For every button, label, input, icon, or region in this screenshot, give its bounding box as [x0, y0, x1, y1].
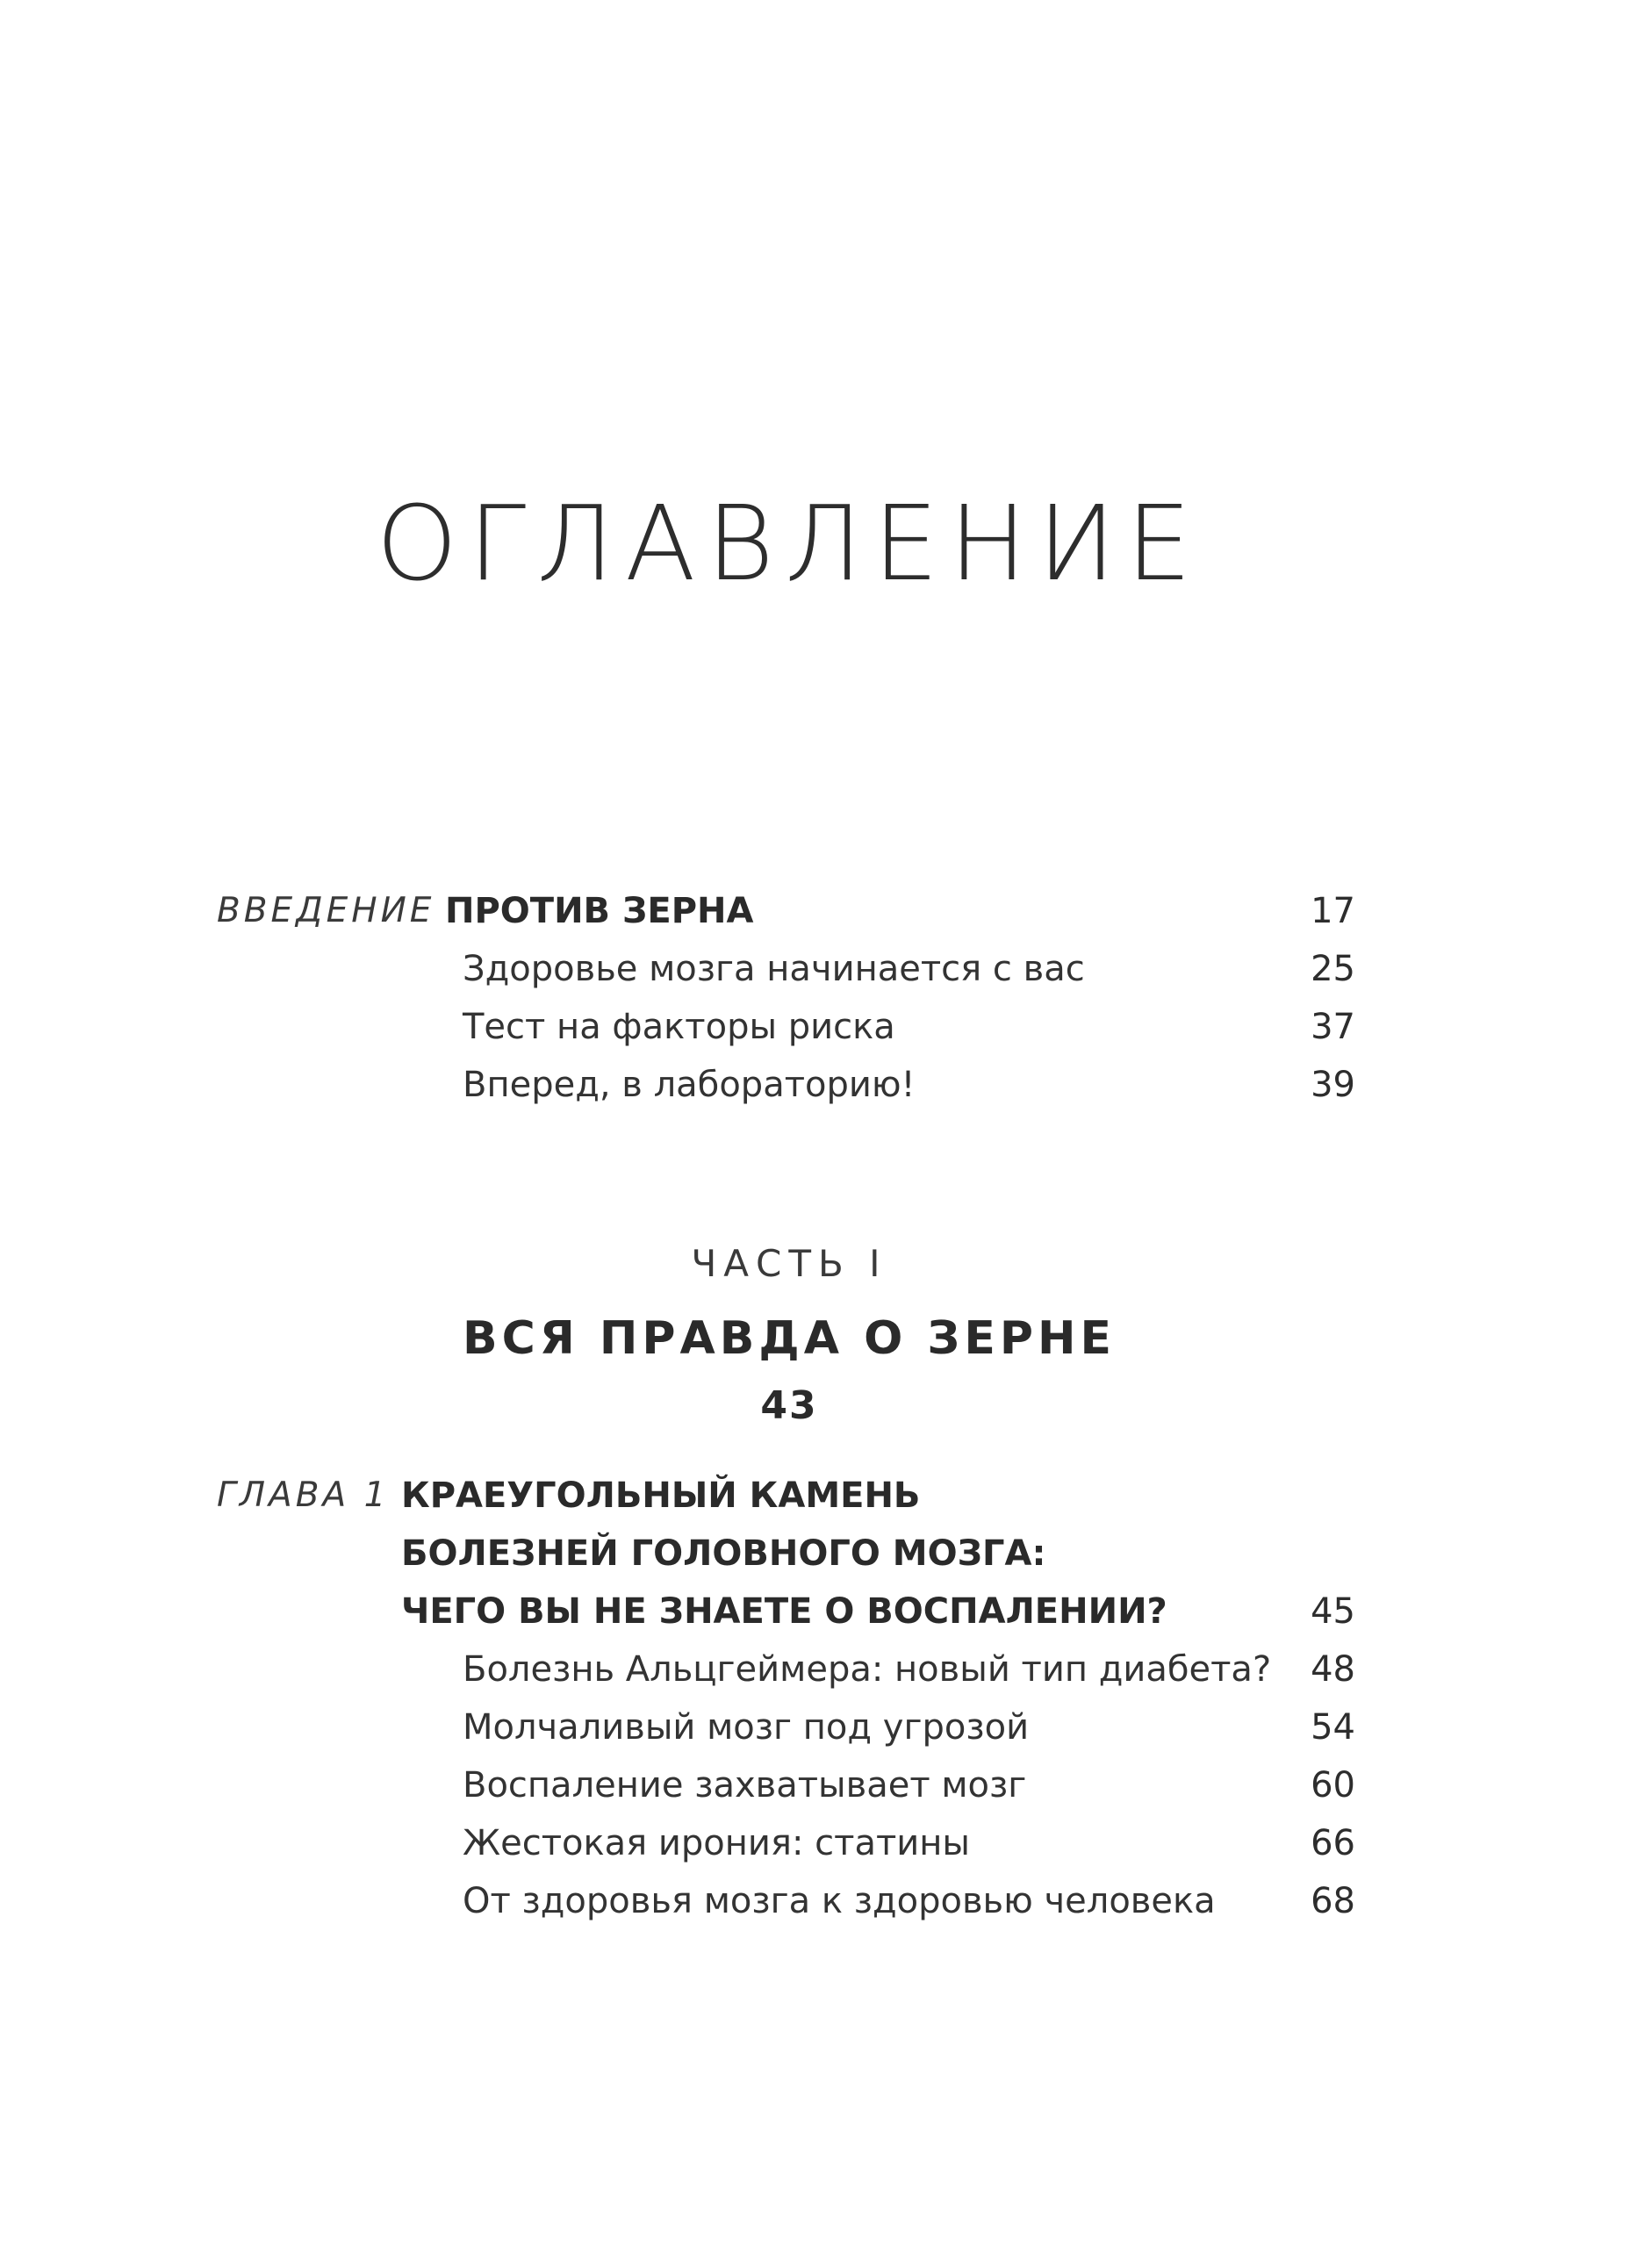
- section-title: ПРОТИВ ЗЕРНА: [445, 891, 754, 931]
- toc-entry[interactable]: [0, 1875, 1652, 1928]
- toc-entry[interactable]: [0, 1817, 1652, 1870]
- toc-entry-chapter-1[interactable]: [0, 1469, 1652, 1522]
- part-page-number: 43: [760, 1383, 818, 1428]
- part-title[interactable]: ВСЯ ПРАВДА О ЗЕРНЕ: [462, 1312, 1117, 1365]
- entry-title: Воспаление захватывает мозг: [463, 1765, 1027, 1805]
- entry-title: Болезнь Альцгеймера: новый тип диабета?: [463, 1649, 1272, 1690]
- page-title: ОГЛАВЛЕНИЕ: [376, 483, 1203, 604]
- entry-title: Жестокая ирония: статины: [463, 1823, 971, 1863]
- entry-title: Вперед, в лабораторию!: [463, 1065, 916, 1105]
- entry-title: Молчаливый мозг под угрозой: [463, 1707, 1030, 1748]
- page-number: 17: [1311, 891, 1355, 931]
- entry-title: Тест на факторы риска: [463, 1007, 895, 1047]
- toc-entry-intro[interactable]: [0, 885, 1652, 937]
- entry-title: От здоровья мозга к здоровью человека: [463, 1881, 1216, 1921]
- toc-entry[interactable]: [0, 1701, 1652, 1754]
- toc-entry[interactable]: [0, 943, 1652, 995]
- chapter-title-line: КРАЕУГОЛЬНЫЙ КАМЕНЬ: [401, 1475, 921, 1516]
- chapter-title-line: ЧЕГО ВЫ НЕ ЗНАЕТЕ О ВОСПАЛЕНИИ?: [401, 1591, 1167, 1632]
- toc-entry[interactable]: [0, 1001, 1652, 1053]
- entry-title: Здоровье мозга начинается с вас: [463, 949, 1085, 989]
- page-number: 60: [1311, 1765, 1355, 1805]
- section-label: ВВЕДЕНИЕ: [217, 891, 435, 930]
- page-number: 45: [1311, 1591, 1355, 1632]
- page-number: 54: [1311, 1707, 1355, 1748]
- page-number: 68: [1311, 1881, 1355, 1921]
- chapter-label: ГЛАВА 1: [217, 1475, 390, 1515]
- chapter-title-row[interactable]: [0, 1585, 1652, 1638]
- page-number: 66: [1311, 1823, 1355, 1863]
- toc-entry[interactable]: [0, 1759, 1652, 1812]
- chapter-title-line: БОЛЕЗНЕЙ ГОЛОВНОГО МОЗГА:: [401, 1533, 1046, 1574]
- page-number: 37: [1311, 1007, 1355, 1047]
- page-number: 39: [1311, 1065, 1355, 1105]
- chapter-title-row[interactable]: [0, 1527, 1652, 1580]
- page-number: 25: [1311, 949, 1355, 989]
- toc-entry[interactable]: [0, 1643, 1652, 1696]
- page-number: 48: [1311, 1649, 1355, 1690]
- part-label: ЧАСТЬ I: [691, 1242, 887, 1285]
- toc-entry[interactable]: [0, 1059, 1652, 1111]
